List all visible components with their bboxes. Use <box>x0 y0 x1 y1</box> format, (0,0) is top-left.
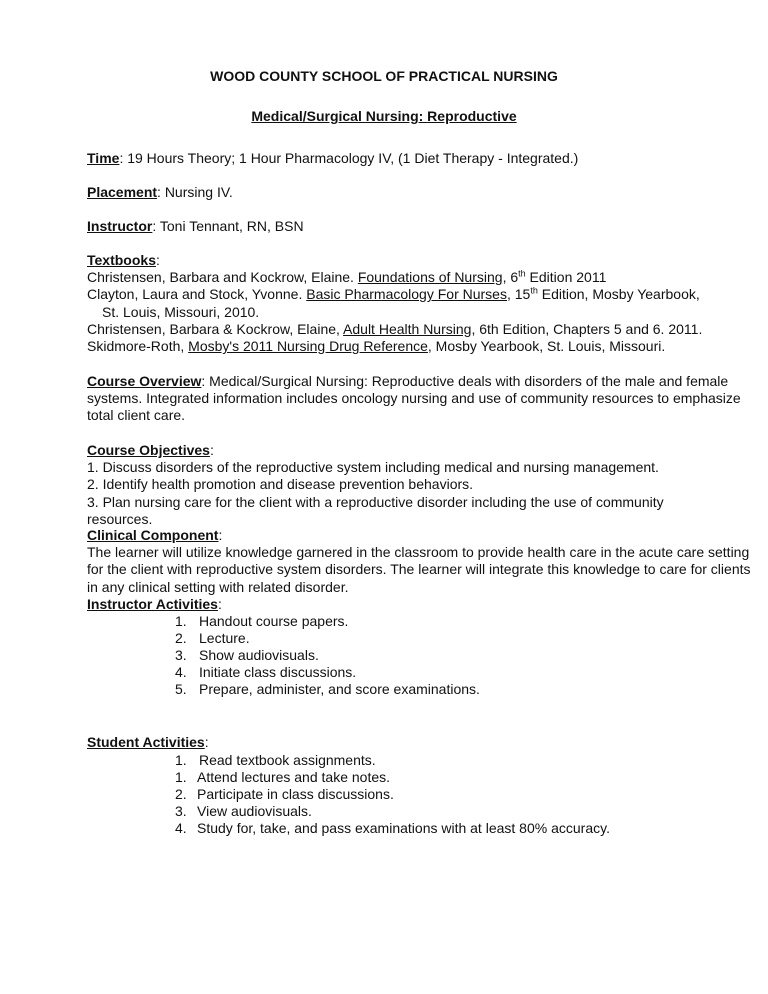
textbook-2-cont: St. Louis, Missouri, 2010. <box>102 303 260 320</box>
textbooks-section <box>87 252 767 355</box>
text: , 6th Edition, Chapters 5 and 6. 2011. <box>471 320 703 337</box>
textbook-2 <box>87 286 767 303</box>
book-title: Mosby's 2011 Nursing Drug Reference <box>188 338 428 355</box>
book-title: Foundations of Nursing <box>357 269 503 286</box>
instructor-section <box>87 218 737 235</box>
item-text: Study for, take, and pass examinations with at least 80% accuracy. <box>197 820 610 836</box>
text: Edition 2011 <box>525 269 607 286</box>
superscript: th <box>530 285 538 296</box>
item-text: Participate in class discussions. <box>197 786 394 802</box>
textbook-3 <box>87 321 767 338</box>
instructor-activity-item <box>175 647 319 664</box>
text: Edition, Mosby Yearbook, <box>537 286 700 303</box>
objectives-section <box>87 442 727 528</box>
time-value: : 19 Hours Theory; 1 Hour Pharmacology IV, (1 Diet Therapy - Integrated.) <box>119 150 579 166</box>
text: , 15 <box>506 286 531 303</box>
student-activity-item <box>175 820 610 837</box>
instructor-value: : Toni Tennant, RN, BSN <box>152 218 304 234</box>
placement-section <box>87 184 737 201</box>
text: , 6 <box>502 269 519 286</box>
instructor-label: Instructor <box>87 218 153 234</box>
text: Clayton, Laura and Stock, Yvonne. <box>87 286 307 303</box>
colon: : <box>204 734 209 750</box>
item-text: Prepare, administer, and score examinations. <box>199 681 480 697</box>
placement-label: Placement <box>87 184 158 200</box>
student-activity-item <box>175 786 394 803</box>
item-text: Read textbook assignments. <box>199 752 376 768</box>
item-number: 2. <box>175 786 187 802</box>
document-subtitle: Medical/Surgical Nursing: Reproductive <box>251 108 517 124</box>
student-activity-item <box>175 769 390 786</box>
document-title: WOOD COUNTY SCHOOL OF PRACTICAL NURSING <box>210 68 558 84</box>
superscript: th <box>518 268 526 279</box>
student-activities-label: Student Activities <box>87 734 205 750</box>
time-section <box>87 150 737 167</box>
instructor-activity-item <box>175 613 348 630</box>
textbook-4 <box>87 338 767 355</box>
instructor-activities-label: Instructor Activities <box>87 596 218 612</box>
clinical-text: The learner will utilize knowledge garnered in the classroom to provide health care in the acute care setting for the client with reproductive system disorders. The learner will integrate this knowledge to care for clients in any clinical setting with related disorder. <box>87 544 751 595</box>
colon: : <box>209 442 214 458</box>
instructor-activity-item <box>175 630 250 647</box>
item-number: 1. <box>175 752 187 768</box>
student-activity-item <box>175 752 376 769</box>
overview-label: Course Overview <box>87 373 202 389</box>
text: Skidmore-Roth, <box>87 338 189 355</box>
colon: : <box>155 252 160 268</box>
item-text: View audiovisuals. <box>197 803 312 819</box>
item-number: 3. <box>175 803 187 819</box>
item-number: 3. <box>175 647 187 663</box>
item-number: 2. <box>175 630 187 646</box>
book-title: Adult Health Nursing <box>343 320 472 337</box>
clinical-section <box>87 527 757 596</box>
instructor-activity-item <box>175 664 356 681</box>
overview-text: : Medical/Surgical Nursing: Reproductive deals with disorders of the male and female systems. Integrated information includes oncology nursing and use of community resources to emphasize total client care. <box>87 373 741 424</box>
textbooks-label: Textbooks <box>87 252 156 268</box>
textbook-1 <box>87 269 767 286</box>
objective-item: 1. Discuss disorders of the reproductive system including medical and nursing management. <box>87 459 659 476</box>
text: Christensen, Barbara and Kockrow, Elaine. <box>87 269 358 286</box>
objective-item: 3. Plan nursing care for the client with a reproductive disorder including the use of community resources. <box>87 493 664 527</box>
colon: : <box>217 596 222 612</box>
item-number: 5. <box>175 681 187 697</box>
item-text: Attend lectures and take notes. <box>197 769 391 785</box>
item-number: 4. <box>175 664 187 680</box>
objective-item: 2. Identify health promotion and disease prevention behaviors. <box>87 476 474 493</box>
overview-section <box>87 373 757 425</box>
instructor-activity-item <box>175 681 480 698</box>
objectives-label: Course Objectives <box>87 442 210 458</box>
placement-value: : Nursing IV. <box>157 184 233 200</box>
student-activities-heading <box>87 734 737 751</box>
book-title: Basic Pharmacology For Nurses <box>306 286 507 303</box>
colon: : <box>218 527 223 543</box>
student-activity-item <box>175 803 312 820</box>
item-number: 1. <box>175 613 187 629</box>
time-label: Time <box>87 150 120 166</box>
clinical-label: Clinical Component <box>87 527 219 543</box>
item-number: 4. <box>175 820 187 836</box>
item-text: Initiate class discussions. <box>199 664 357 680</box>
item-number: 1. <box>175 769 187 785</box>
item-text: Lecture. <box>199 630 250 646</box>
text: Christensen, Barbara & Kockrow, Elaine, <box>87 320 344 337</box>
text: , Mosby Yearbook, St. Louis, Missouri. <box>427 338 666 355</box>
instructor-activities-heading <box>87 596 737 613</box>
item-text: Show audiovisuals. <box>199 647 319 663</box>
item-text: Handout course papers. <box>199 613 349 629</box>
